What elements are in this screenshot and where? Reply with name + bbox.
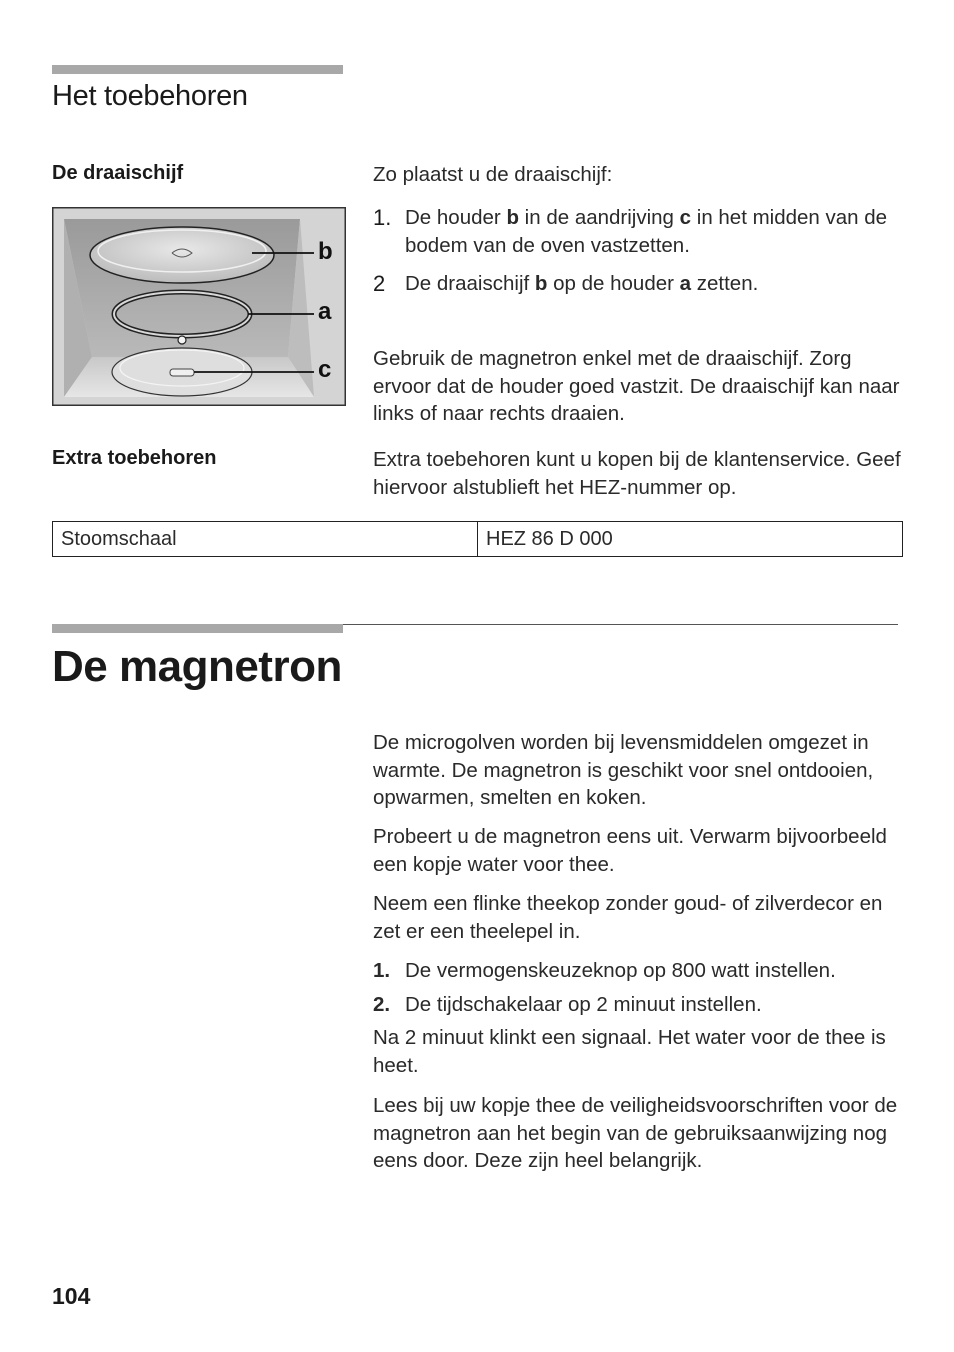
microwave-paragraph-4: Na 2 minuut klinkt een signaal. Het water voor de thee is heet. — [373, 1026, 886, 1077]
microwave-step-2 — [373, 991, 903, 1021]
microwave-step-1 — [373, 957, 903, 987]
step-text — [405, 204, 903, 260]
section-bar — [52, 65, 343, 74]
step-text-part: De draaischijf — [405, 272, 535, 295]
figure-label-a: a — [318, 298, 332, 325]
page-number: 104 — [52, 1283, 91, 1309]
step-text-part: in het midden van de bodem van de oven vastzetten. — [405, 206, 888, 257]
figure-label-c: c — [318, 356, 332, 383]
turntable-label: De draaischijf — [52, 162, 184, 184]
section-bar — [52, 624, 343, 633]
step-text: De vermogenskeuzeknop op 800 watt instellen. — [405, 959, 836, 982]
step-text-part: zetten. — [691, 272, 759, 295]
turntable-note: Gebruik de magnetron enkel met de draaischijf. Zorg ervoor dat de houder goed vastzit. De draaischijf kan naar links of naar rechts draaien. — [373, 347, 900, 425]
step-number: 1. — [373, 205, 392, 230]
step-number: 1. — [373, 959, 391, 982]
step-bold-letter: b — [506, 206, 519, 229]
section-rule — [343, 624, 898, 625]
step-bold-letter: c — [679, 206, 692, 229]
step-number: 2 — [373, 271, 386, 296]
extra-accessories-text: Extra toebehoren kunt u kopen bij de klantenservice. Geef hiervoor alstublieft het HEZ-nummer op. — [373, 448, 901, 499]
accessory-table-row — [52, 521, 903, 557]
accessory-code-cell: HEZ 86 D 000 — [486, 527, 613, 550]
turntable-figure — [52, 207, 346, 406]
microwave-paragraph-3: Neem een flinke theekop zonder goud- of zilverdecor en zet er een theelepel in. — [373, 892, 883, 943]
section-heading-toebehoren: Het toebehoren — [52, 80, 248, 112]
step-text-part: op de houder — [547, 272, 680, 295]
step-text-part: in de aandrijving — [518, 206, 680, 229]
step-bold-letter: b — [534, 272, 548, 295]
step-text-part: De houder — [405, 206, 507, 229]
microwave-paragraph-2: Probeert u de magnetron eens uit. Verwarm bijvoorbeeld een kopje water voor thee. — [373, 825, 887, 876]
step-bold-letter: a — [679, 272, 692, 295]
figure-label-b: b — [318, 238, 333, 265]
oven-illustration — [52, 207, 346, 406]
turntable-intro: Zo plaatst u de draaischijf: — [373, 163, 613, 186]
step-text: De tijdschakelaar op 2 minuut instellen. — [405, 993, 762, 1016]
microwave-paragraph-5: Lees bij uw kopje thee de veiligheidsvoorschriften voor de magnetron aan het begin van de gebruiksaanwijzing nog eens door. Deze zijn heel belangrijk. — [373, 1094, 898, 1172]
step-text — [405, 270, 903, 298]
extra-accessories-label: Extra toebehoren — [52, 447, 217, 469]
microwave-paragraph-1: De microgolven worden bij levensmiddelen omgezet in warmte. De magnetron is geschikt voor snel ontdooien, opwarmen, smelten en koken. — [373, 731, 874, 809]
step-number: 2. — [373, 993, 391, 1016]
accessory-name-cell: Stoomschaal — [53, 522, 478, 556]
turntable-step-1 — [373, 204, 903, 264]
section-heading-magnetron: De magnetron — [52, 642, 342, 691]
turntable-step-2 — [373, 270, 903, 300]
